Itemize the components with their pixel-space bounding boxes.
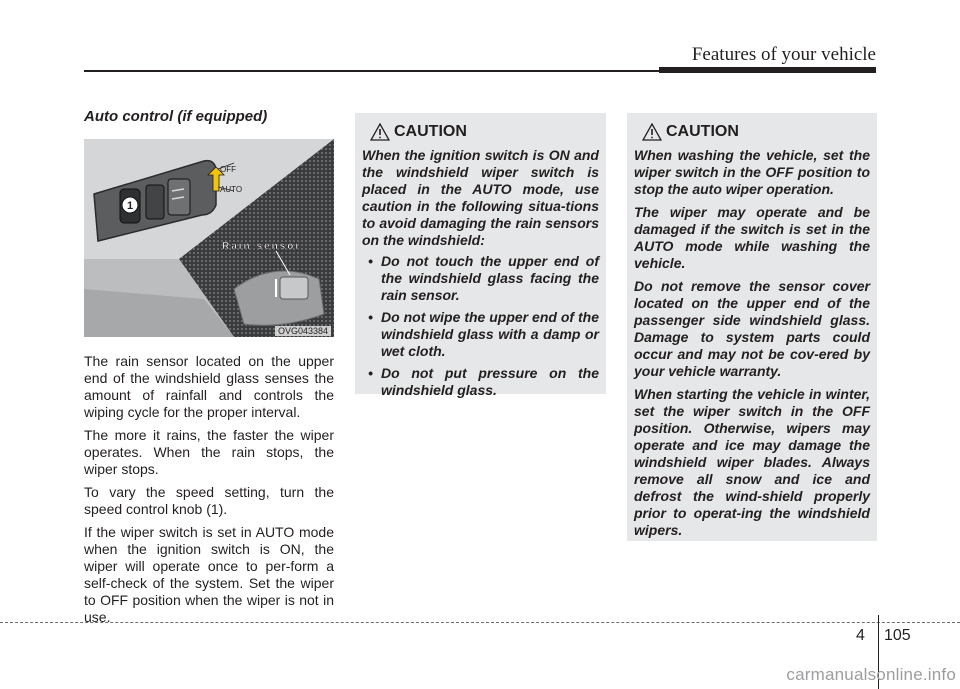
header-rule <box>84 70 659 72</box>
caution-header <box>370 123 599 141</box>
caution-bullet-text: Do not wipe the upper end of the windshield glass with a damp or wet cloth. <box>381 309 599 359</box>
caution-paragraph: When washing the vehicle, set the wiper switch in the OFF position to stop the auto wiper operation. <box>634 147 870 197</box>
caution-header <box>642 123 870 141</box>
section-heading: Auto control (if equipped) <box>84 108 268 125</box>
caution-bullet-list <box>362 253 599 399</box>
caution-title: CAUTION <box>394 123 467 140</box>
caution-text <box>362 147 599 399</box>
figure-code: OVG043384 <box>275 326 331 336</box>
left-column <box>84 108 334 632</box>
body-text <box>84 353 334 626</box>
caution-paragraph: When starting the vehicle in winter, set the wiper switch in the OFF position. Otherwise, wipers may operate and ice may damage the windshield wiper blades. Always remove all snow and ice and defrost the wind-shield properly prior to operat-ing the windshield wipers. <box>634 386 870 538</box>
illustration-drawing <box>84 139 334 337</box>
body-paragraph: If the wiper switch is set in AUTO mode when the ignition switch is ON, the wiper will operate once to per-form a self-check of the system. Set the wiper to OFF position when the wiper is not in use. <box>84 524 334 625</box>
body-paragraph: The more it rains, the faster the wiper operates. When the rain stops, the wiper stops. <box>84 427 334 477</box>
header-title: Features of your vehicle <box>691 44 876 65</box>
caution-intro: When the ignition switch is ON and the windshield wiper switch is placed in the AUTO mode, use caution in the following situa-tions to avoid damaging the rain sensors on the windshield: <box>362 147 599 248</box>
body-paragraph: To vary the speed setting, turn the speed control knob (1). <box>84 484 334 517</box>
chapter-number: 4 <box>856 627 865 644</box>
rain-sensor-illustration <box>84 139 334 337</box>
knob-number: 1 <box>126 200 134 212</box>
page-number: 105 <box>884 627 911 644</box>
caution-box-sensor <box>355 113 606 398</box>
footer-rule <box>0 622 960 623</box>
watermark: carmanualsonline.info <box>786 665 956 684</box>
off-label: OFF <box>220 165 236 174</box>
caution-box-washing <box>627 113 877 541</box>
warning-triangle-icon <box>642 123 662 141</box>
caution-bullet: • Do not wipe the upper end of the windshield glass with a damp or wet cloth. <box>368 309 599 359</box>
caution-bullet-text: Do not touch the upper end of the windshield glass facing the rain sensor. <box>381 253 599 303</box>
caution-bullet-text: Do not put pressure on the windshield glass. <box>381 365 599 398</box>
rain-sensor-cover <box>280 277 308 299</box>
rain-sensor-label: Rain sensor <box>222 241 302 252</box>
warning-triangle-icon <box>370 123 390 141</box>
body-paragraph: The rain sensor located on the upper end of the windshield glass senses the amount of rainfall and controls the wiping cycle for the proper interval. <box>84 353 334 420</box>
auto-label: AUTO <box>220 185 243 194</box>
header-rule-accent <box>659 67 876 73</box>
caution-paragraph: Do not remove the sensor cover located on the upper end of the passenger side windshield glass. Damage to system parts could occur and may not be cov-ered by your vehicle warranty. <box>634 278 870 379</box>
caution-bullet: • Do not put pressure on the windshield glass. <box>368 365 599 398</box>
caution-paragraph: The wiper may operate and be damaged if the switch is set in the AUTO mode while washing the vehicle. <box>634 204 870 271</box>
caution-title: CAUTION <box>666 123 739 140</box>
caution-text <box>634 147 870 539</box>
caution-bullet: • Do not touch the upper end of the windshield glass facing the rain sensor. <box>368 253 599 303</box>
